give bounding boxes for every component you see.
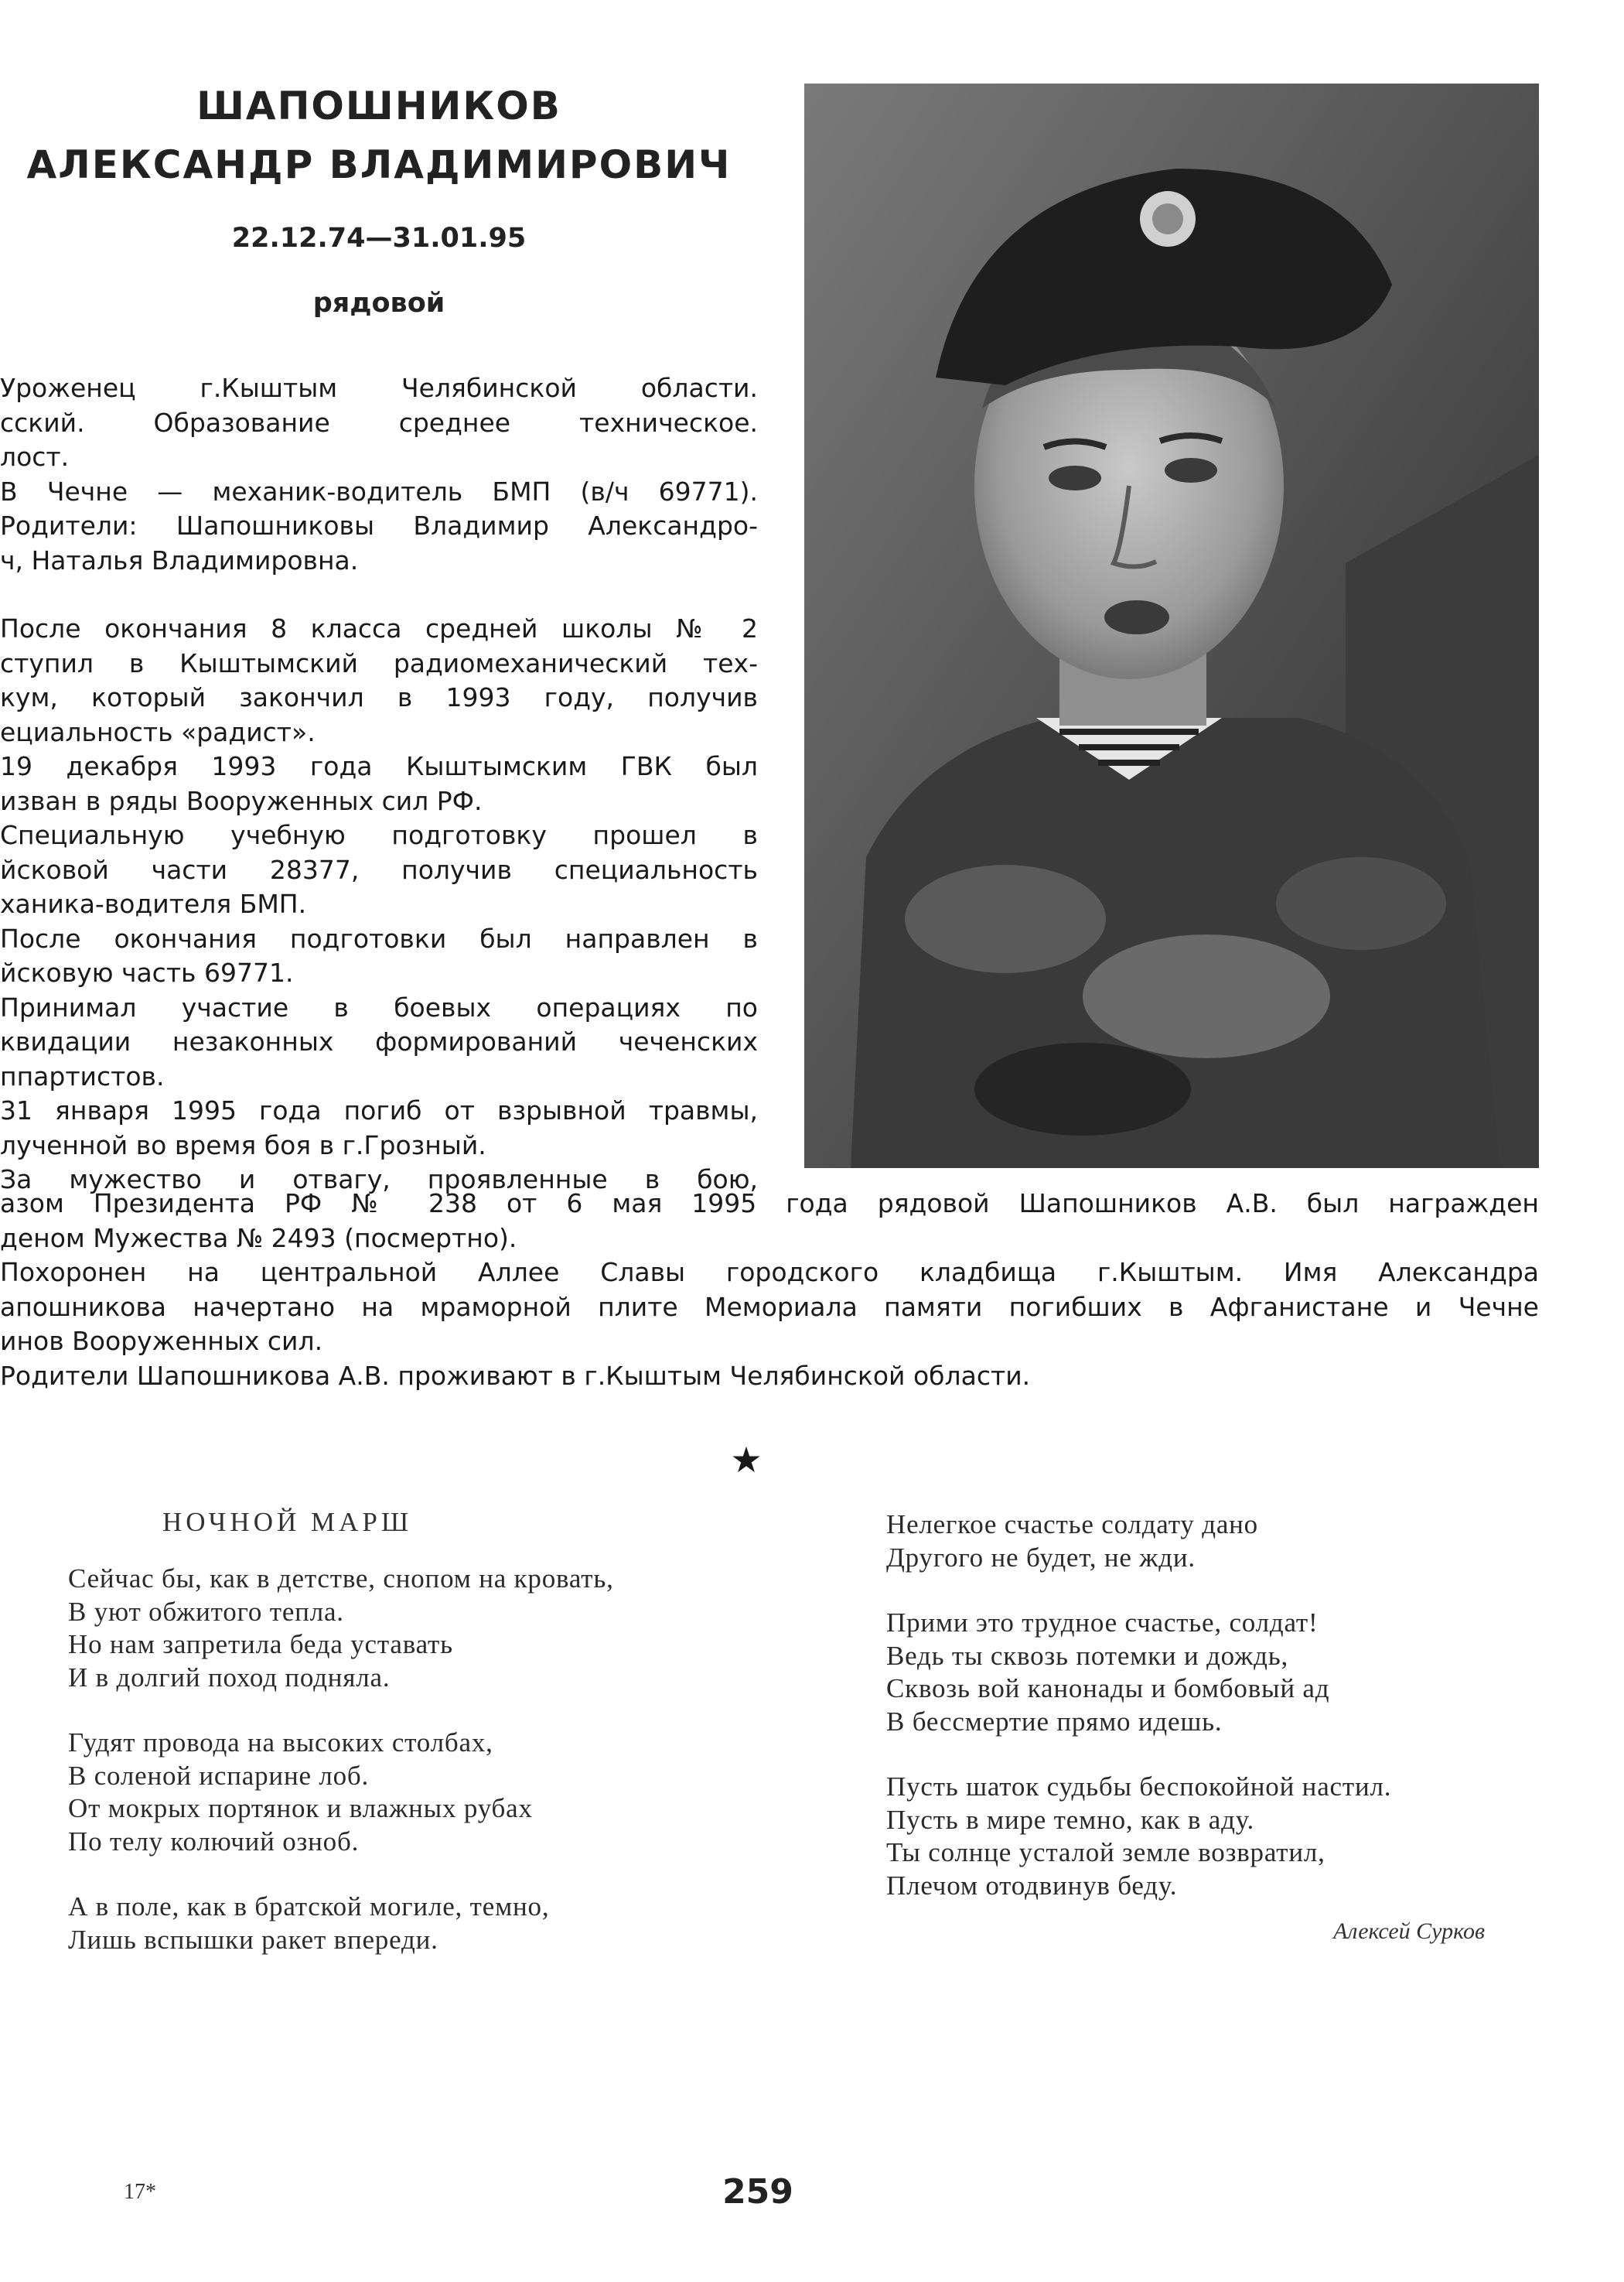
- poem-line: От мокрых портянок и влажных рубах: [68, 1793, 533, 1823]
- poem-line: Плечом отодвинув беду.: [886, 1870, 1178, 1901]
- bio-line: 19 декабря 1993 года Кыштымским ГВК был: [0, 751, 758, 781]
- bio-line: сский. Образование среднее техническое.: [0, 407, 758, 438]
- portrait-photo: [804, 84, 1539, 1168]
- bio-line: Уроженец г.Кыштым Челябинской области.: [0, 373, 758, 403]
- person-full-name: АЛЕКСАНДР ВЛАДИМИРОВИЧ: [26, 142, 732, 187]
- bio-line: Родители Шапошникова А.В. проживают в г.Кыштым Челябинской области.: [0, 1360, 1031, 1391]
- military-rank: рядовой: [312, 288, 445, 319]
- poem-line: Пусть в мире темно, как в аду.: [886, 1804, 1255, 1835]
- poem-stanza: [886, 1771, 1551, 1902]
- poem-title: НОЧНОЙ МАРШ: [162, 1507, 413, 1537]
- bio-line: Принимал участие в боевых операциях по: [0, 992, 758, 1023]
- poem-stanza: [886, 1607, 1551, 1738]
- bio-line: После окончания подготовки был направлен в: [0, 923, 758, 954]
- bio-line: Родители: Шапошниковы Владимир Александро-: [0, 511, 758, 541]
- poem-line: А в поле, как в братской могиле, темно,: [68, 1891, 550, 1922]
- bio-line: ч, Наталья Владимировна.: [0, 545, 359, 576]
- bio-line: ециальность «радист».: [0, 716, 316, 747]
- bio-line: В Чечне — механик-водитель БМП (в/ч 69771).: [0, 476, 758, 507]
- bio-line: ступил в Кыштымский радиомеханический тех-: [0, 647, 758, 678]
- star-separator: ★: [730, 1439, 763, 1481]
- bio-line: квидации незаконных формирований чеченских: [0, 1027, 758, 1057]
- bio-line: лост.: [0, 442, 70, 472]
- poem-line: Прими это трудное счастье, солдат!: [886, 1607, 1319, 1638]
- bio-line: йсковой части 28377, получив специальность: [0, 854, 758, 885]
- poem-author: Алексей Сурков: [1333, 1918, 1485, 1944]
- person-surname: ШАПОШНИКОВ: [196, 84, 561, 128]
- poem-line: Лишь вспышки ракет впереди.: [68, 1924, 438, 1955]
- poem-stanza: [68, 1727, 764, 1858]
- poem-left-column: [68, 1563, 764, 1989]
- poem-stanza: [886, 1508, 1551, 1574]
- bio-line: Похоронен на центральной Аллее Славы городского кладбища г.Кыштым. Имя Александра: [0, 1257, 1539, 1287]
- bio-paragraph-award: [0, 1187, 1539, 1393]
- bio-line: деном Мужества № 2493 (посмертно).: [0, 1222, 517, 1253]
- poem-line: Ты солнце усталой земле возвратил,: [886, 1837, 1325, 1867]
- poem-line: Но нам запретила беда уставать: [68, 1629, 453, 1659]
- poem-stanza: [68, 1563, 764, 1694]
- bio-line: кум, который закончил в 1993 году, получив: [0, 682, 758, 712]
- poem-line: Гудят провода на высоких столбах,: [68, 1727, 493, 1758]
- bio-line: После окончания 8 класса средней школы № 2: [0, 613, 758, 644]
- poem-line: По телу колючий озноб.: [68, 1826, 360, 1857]
- page-number: 259: [722, 2172, 793, 2212]
- poem-line: В уют обжитого тепла.: [68, 1596, 344, 1627]
- bio-paragraph-service: [0, 612, 758, 1197]
- poem-right-column: [886, 1508, 1551, 1935]
- bio-line: лученной во время боя в г.Грозный.: [0, 1129, 486, 1160]
- bio-line: 31 января 1995 года погиб от взрывной травмы,: [0, 1095, 758, 1126]
- portrait-illustration: [804, 84, 1539, 1168]
- bio-paragraph-origin: [0, 371, 758, 578]
- poem-line: Пусть шаток судьбы беспокойной настил.: [886, 1771, 1392, 1802]
- poem-line: Ведь ты сквозь потемки и дождь,: [886, 1640, 1289, 1671]
- bio-line: ппартистов.: [0, 1061, 165, 1091]
- poem-line: Сейчас бы, как в детстве, снопом на кровать,: [68, 1563, 614, 1594]
- life-dates: 22.12.74—31.01.95: [231, 223, 527, 254]
- bio-line: азом Президента РФ № 238 от 6 мая 1995 года рядовой Шапошников А.В. был награжден: [0, 1188, 1539, 1218]
- bio-line: изван в ряды Вооруженных сил РФ.: [0, 785, 483, 816]
- poem-line: В соленой испарине лоб.: [68, 1760, 370, 1791]
- bio-line: инов Вооруженных сил.: [0, 1326, 323, 1356]
- poem-line: Нелегкое счастье солдату дано: [886, 1509, 1258, 1539]
- poem-stanza: [68, 1891, 764, 1956]
- signature-mark: 17*: [124, 2180, 156, 2204]
- bio-line: ханика-водителя БМП.: [0, 889, 307, 919]
- poem-line: В бессмертие прямо идешь.: [886, 1706, 1223, 1737]
- poem-line: И в долгий поход подняла.: [68, 1662, 391, 1693]
- poem-line: Сквозь вой канонады и бомбовый ад: [886, 1673, 1330, 1703]
- bio-line: апошникова начертано на мраморной плите Мемориала памяти погибших в Афганистане и Чечне: [0, 1291, 1539, 1322]
- bio-line: За мужество и отвагу, проявленные в бою,: [0, 1164, 758, 1194]
- biography-column: [0, 371, 758, 1197]
- poem-line: Другого не будет, не жди.: [886, 1542, 1196, 1573]
- bio-line: Специальную учебную подготовку прошел в: [0, 820, 758, 850]
- biography-full-width: [0, 1187, 1539, 1393]
- bio-line: йсковую часть 69771.: [0, 958, 294, 988]
